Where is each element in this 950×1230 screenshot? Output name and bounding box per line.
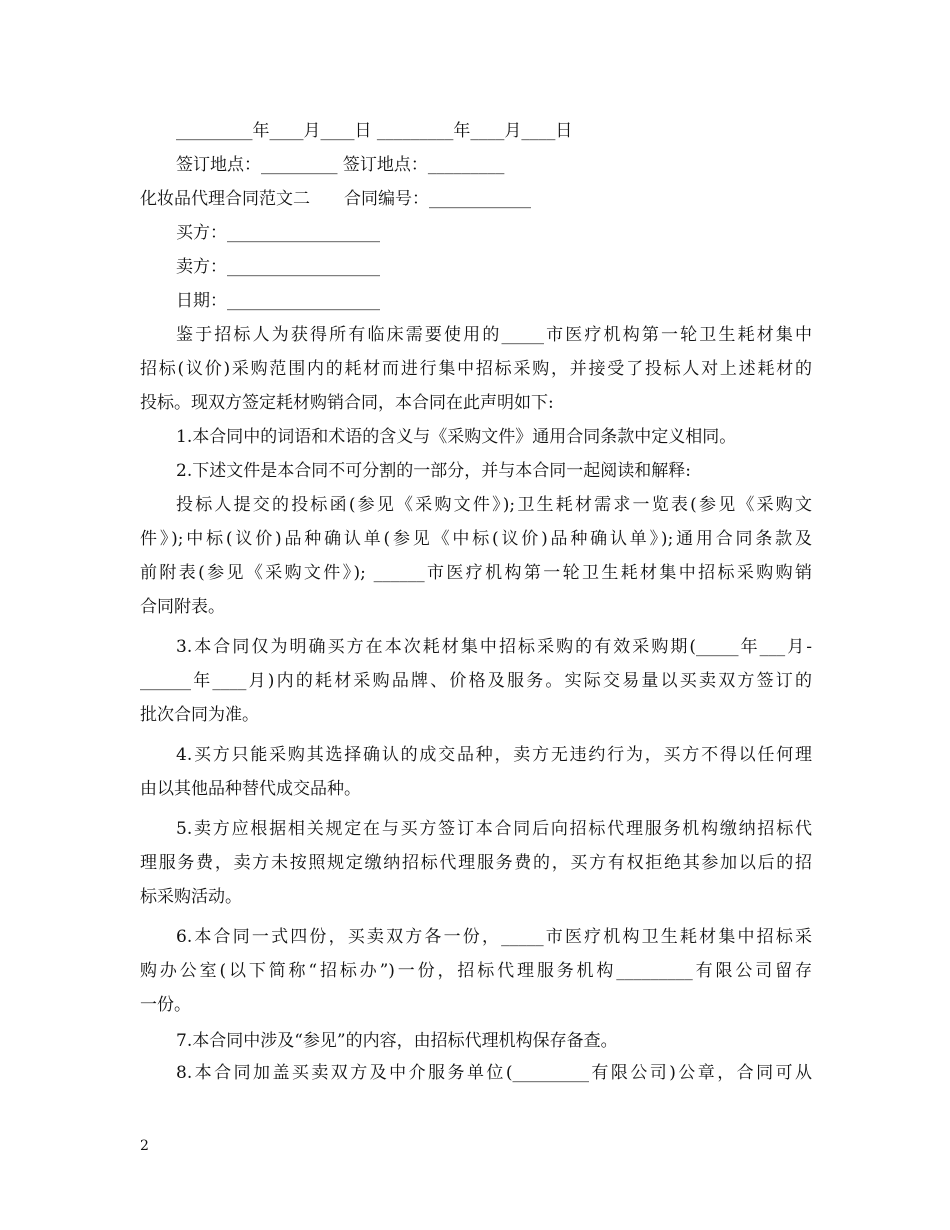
clause-5-line: 5.卖方应根据相关规定在与买方签订本合同后向招标代理服务机构缴纳招标代 — [176, 819, 812, 839]
clause-2-detail-line: 投标人提交的投标函(参见《采购文件》);卫生耗材需求一览表(参见《采购文 — [176, 495, 812, 515]
clause-2-detail-line: 合同附表。 — [140, 597, 225, 617]
clause-4-line: 由以其他品种替代成交品种。 — [140, 779, 361, 799]
clause-2-detail-line: 前附表(参见《采购文件》); ______市医疗机构第一轮卫生耗材集中招标采购购销 — [140, 563, 812, 583]
page-number: 2 — [140, 1138, 149, 1154]
clause-2: 2.下述文件是本合同不可分割的一部分，并与本合同一起阅读和解释: — [176, 461, 691, 481]
clause-7: 7.本合同中涉及“参见”的内容，由招标代理机构保存备查。 — [176, 1031, 618, 1051]
clause-6-line: 购办公室(以下简称“招标办”)一份，招标代理服务机构_________有限公司留存 — [140, 961, 812, 981]
clause-1: 1.本合同中的词语和术语的含义与《采购文件》通用合同条款中定义相同。 — [176, 427, 737, 447]
clause-6-line: 6.本合同一式四份，买卖双方各一份，_____市医疗机构卫生耗材集中招标采 — [176, 927, 812, 947]
document-title-line: 化妆品代理合同范文二 合同编号：____________ — [140, 189, 531, 209]
clause-5-line: 理服务费，卖方未按照规定缴纳招标代理服务费的，买方有权拒绝其参加以后的招 — [140, 853, 812, 873]
signing-place-line: 签订地点：_________ 签订地点：_________ — [176, 155, 505, 175]
preamble-line: 投标。现双方签定耗材购销合同，本合同在此声明如下: — [140, 393, 554, 413]
preamble-line: 招标(议价)采购范围内的耗材而进行集中招标采购，并接受了投标人对上述耗材的 — [140, 359, 812, 379]
signing-date-line: _________年____月____日 _________年____月____日 — [176, 121, 573, 141]
clause-5-line: 标采购活动。 — [140, 887, 242, 907]
date-field: 日期：__________________ — [176, 291, 380, 311]
seller-field: 卖方：__________________ — [176, 257, 380, 277]
clause-8-line: 8.本合同加盖买卖双方及中介服务单位(_________有限公司)公章，合同可从 — [176, 1063, 812, 1083]
clause-3-line: 3.本合同仅为明确买方在本次耗材集中招标采购的有效采购期(_____年___月- — [176, 637, 812, 657]
buyer-field: 买方：__________________ — [176, 223, 380, 243]
preamble-line: 鉴于招标人为获得所有临床需要使用的_____市医疗机构第一轮卫生耗材集中 — [176, 325, 812, 345]
clause-2-detail-line: 件》);中标(议价)品种确认单(参见《中标(议价)品种确认单》);通用合同条款及 — [140, 529, 812, 549]
clause-6-line: 一份。 — [140, 995, 191, 1015]
clause-3-line: 批次合同为准。 — [140, 705, 259, 725]
clause-4-line: 4.买方只能采购其选择确认的成交品种，卖方无违约行为，买方不得以任何理 — [176, 745, 812, 765]
clause-3-line: ______年____月)内的耗材采购品牌、价格及服务。实际交易量以买卖双方签订的 — [140, 671, 812, 691]
